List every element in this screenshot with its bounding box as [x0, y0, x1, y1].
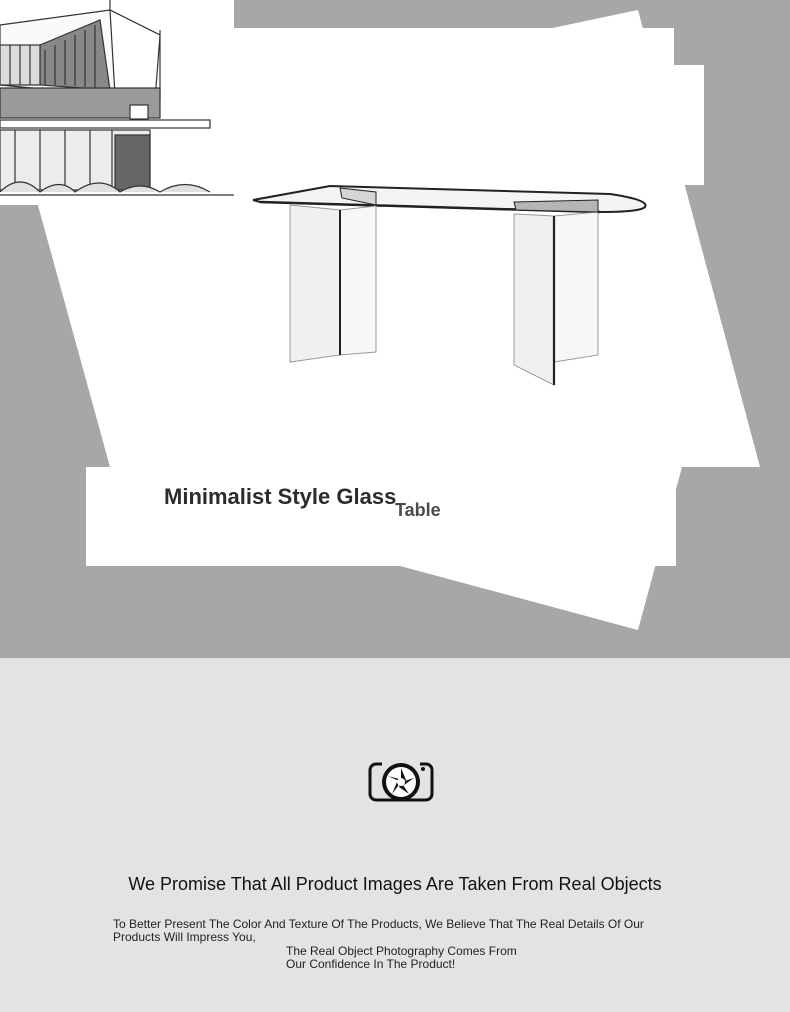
camera-icon: [368, 758, 434, 804]
promise-body-line-2: The Real Object Photography Comes From Our Confidence In The Product!: [286, 944, 517, 971]
paper-card: [234, 28, 674, 208]
product-title-left: Minimalist Style Glass: [164, 484, 397, 509]
caption-card: [86, 467, 676, 566]
product-title-right: Table: [395, 500, 441, 520]
promise-body-line-1: To Better Present The Color And Texture Of The Products, We Believe That The Real Details Of Our Products Will Impress You,: [113, 917, 644, 944]
house-sketch: [0, 0, 234, 205]
promise-headline: We Promise That All Product Images Are Taken From Real Objects: [128, 874, 662, 894]
paper-card-edge: [640, 65, 704, 185]
